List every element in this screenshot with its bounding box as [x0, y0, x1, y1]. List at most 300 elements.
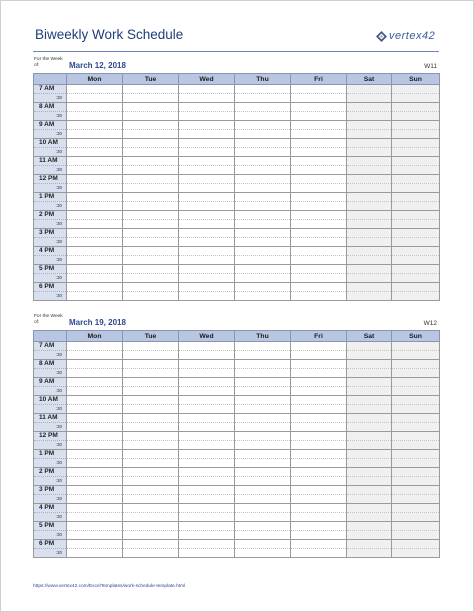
schedule-cell[interactable]	[179, 274, 235, 283]
footer-link[interactable]: https://www.vertex42.com/ExcelTemplates/work-schedule-template.html	[33, 584, 186, 589]
schedule-cell[interactable]	[347, 256, 392, 265]
schedule-cell[interactable]	[235, 441, 291, 450]
schedule-cell[interactable]	[123, 112, 179, 121]
schedule-cell[interactable]	[235, 459, 291, 468]
schedule-cell[interactable]	[347, 103, 392, 112]
schedule-cell[interactable]	[179, 211, 235, 220]
schedule-cell[interactable]	[123, 274, 179, 283]
schedule-cell[interactable]	[235, 531, 291, 540]
schedule-cell[interactable]	[123, 220, 179, 229]
schedule-cell[interactable]	[67, 387, 123, 396]
schedule-cell[interactable]	[347, 121, 392, 130]
schedule-cell[interactable]	[392, 513, 440, 522]
schedule-cell[interactable]	[347, 549, 392, 558]
schedule-cell[interactable]	[291, 405, 347, 414]
schedule-cell[interactable]	[347, 405, 392, 414]
schedule-cell[interactable]	[123, 351, 179, 360]
schedule-cell[interactable]	[392, 112, 440, 121]
schedule-cell[interactable]	[179, 414, 235, 423]
schedule-cell[interactable]	[347, 423, 392, 432]
schedule-cell[interactable]	[347, 369, 392, 378]
schedule-cell[interactable]	[347, 441, 392, 450]
schedule-cell[interactable]	[67, 378, 123, 387]
schedule-cell[interactable]	[123, 175, 179, 184]
schedule-cell[interactable]	[291, 229, 347, 238]
schedule-cell[interactable]	[235, 85, 291, 94]
schedule-cell[interactable]	[392, 265, 440, 274]
schedule-cell[interactable]	[392, 130, 440, 139]
schedule-cell[interactable]	[347, 175, 392, 184]
schedule-cell[interactable]	[347, 522, 392, 531]
schedule-cell[interactable]	[235, 265, 291, 274]
schedule-cell[interactable]	[291, 423, 347, 432]
schedule-cell[interactable]	[123, 396, 179, 405]
schedule-cell[interactable]	[67, 432, 123, 441]
schedule-cell[interactable]	[67, 94, 123, 103]
schedule-cell[interactable]	[392, 256, 440, 265]
schedule-cell[interactable]	[67, 396, 123, 405]
schedule-cell[interactable]	[235, 396, 291, 405]
schedule-cell[interactable]	[123, 405, 179, 414]
schedule-cell[interactable]	[67, 292, 123, 301]
schedule-cell[interactable]	[67, 477, 123, 486]
schedule-cell[interactable]	[392, 504, 440, 513]
schedule-cell[interactable]	[123, 441, 179, 450]
schedule-cell[interactable]	[291, 175, 347, 184]
schedule-cell[interactable]	[179, 229, 235, 238]
schedule-cell[interactable]	[347, 292, 392, 301]
schedule-cell[interactable]	[235, 130, 291, 139]
schedule-cell[interactable]	[291, 360, 347, 369]
schedule-cell[interactable]	[291, 274, 347, 283]
schedule-cell[interactable]	[347, 495, 392, 504]
schedule-cell[interactable]	[392, 441, 440, 450]
schedule-cell[interactable]	[291, 504, 347, 513]
schedule-cell[interactable]	[67, 85, 123, 94]
schedule-cell[interactable]	[179, 531, 235, 540]
schedule-cell[interactable]	[392, 423, 440, 432]
schedule-cell[interactable]	[67, 468, 123, 477]
schedule-cell[interactable]	[392, 360, 440, 369]
schedule-cell[interactable]	[179, 405, 235, 414]
schedule-cell[interactable]	[235, 378, 291, 387]
schedule-cell[interactable]	[291, 495, 347, 504]
schedule-cell[interactable]	[179, 486, 235, 495]
schedule-cell[interactable]	[291, 441, 347, 450]
schedule-cell[interactable]	[392, 540, 440, 549]
schedule-cell[interactable]	[291, 369, 347, 378]
schedule-cell[interactable]	[123, 513, 179, 522]
schedule-cell[interactable]	[235, 387, 291, 396]
schedule-cell[interactable]	[67, 157, 123, 166]
schedule-cell[interactable]	[291, 157, 347, 166]
schedule-cell[interactable]	[235, 94, 291, 103]
schedule-cell[interactable]	[179, 256, 235, 265]
schedule-cell[interactable]	[179, 112, 235, 121]
schedule-cell[interactable]	[291, 432, 347, 441]
schedule-cell[interactable]	[179, 504, 235, 513]
schedule-cell[interactable]	[347, 414, 392, 423]
schedule-cell[interactable]	[235, 112, 291, 121]
schedule-cell[interactable]	[392, 211, 440, 220]
schedule-cell[interactable]	[179, 103, 235, 112]
schedule-cell[interactable]	[123, 130, 179, 139]
schedule-cell[interactable]	[235, 513, 291, 522]
schedule-cell[interactable]	[235, 495, 291, 504]
schedule-cell[interactable]	[235, 369, 291, 378]
schedule-cell[interactable]	[392, 148, 440, 157]
schedule-cell[interactable]	[179, 247, 235, 256]
schedule-cell[interactable]	[291, 184, 347, 193]
schedule-cell[interactable]	[123, 450, 179, 459]
schedule-cell[interactable]	[392, 274, 440, 283]
schedule-cell[interactable]	[392, 396, 440, 405]
schedule-cell[interactable]	[67, 522, 123, 531]
schedule-cell[interactable]	[347, 139, 392, 148]
schedule-cell[interactable]	[179, 459, 235, 468]
schedule-cell[interactable]	[392, 414, 440, 423]
week-start-date[interactable]: March 12, 2018	[69, 61, 126, 70]
schedule-cell[interactable]	[347, 247, 392, 256]
schedule-cell[interactable]	[347, 85, 392, 94]
schedule-cell[interactable]	[67, 360, 123, 369]
schedule-cell[interactable]	[123, 211, 179, 220]
schedule-cell[interactable]	[291, 468, 347, 477]
schedule-cell[interactable]	[123, 369, 179, 378]
schedule-cell[interactable]	[392, 351, 440, 360]
schedule-cell[interactable]	[347, 486, 392, 495]
schedule-cell[interactable]	[179, 522, 235, 531]
schedule-cell[interactable]	[392, 103, 440, 112]
schedule-cell[interactable]	[123, 184, 179, 193]
schedule-cell[interactable]	[392, 378, 440, 387]
schedule-cell[interactable]	[179, 378, 235, 387]
schedule-cell[interactable]	[67, 504, 123, 513]
schedule-cell[interactable]	[392, 220, 440, 229]
schedule-cell[interactable]	[291, 130, 347, 139]
schedule-cell[interactable]	[235, 211, 291, 220]
schedule-cell[interactable]	[347, 157, 392, 166]
schedule-cell[interactable]	[392, 486, 440, 495]
schedule-cell[interactable]	[347, 112, 392, 121]
schedule-cell[interactable]	[291, 211, 347, 220]
schedule-cell[interactable]	[179, 549, 235, 558]
schedule-cell[interactable]	[291, 531, 347, 540]
schedule-cell[interactable]	[392, 247, 440, 256]
schedule-cell[interactable]	[235, 220, 291, 229]
schedule-cell[interactable]	[291, 522, 347, 531]
schedule-cell[interactable]	[235, 468, 291, 477]
schedule-cell[interactable]	[179, 441, 235, 450]
schedule-cell[interactable]	[291, 513, 347, 522]
schedule-cell[interactable]	[392, 369, 440, 378]
schedule-cell[interactable]	[67, 283, 123, 292]
schedule-cell[interactable]	[179, 283, 235, 292]
schedule-cell[interactable]	[179, 477, 235, 486]
schedule-cell[interactable]	[347, 202, 392, 211]
schedule-cell[interactable]	[291, 247, 347, 256]
schedule-cell[interactable]	[347, 540, 392, 549]
schedule-cell[interactable]	[123, 432, 179, 441]
schedule-cell[interactable]	[67, 121, 123, 130]
schedule-cell[interactable]	[235, 342, 291, 351]
schedule-cell[interactable]	[347, 238, 392, 247]
schedule-cell[interactable]	[123, 121, 179, 130]
schedule-cell[interactable]	[235, 238, 291, 247]
schedule-cell[interactable]	[347, 387, 392, 396]
schedule-cell[interactable]	[179, 265, 235, 274]
schedule-cell[interactable]	[235, 148, 291, 157]
schedule-cell[interactable]	[347, 166, 392, 175]
schedule-cell[interactable]	[235, 414, 291, 423]
schedule-cell[interactable]	[123, 522, 179, 531]
schedule-cell[interactable]	[291, 256, 347, 265]
schedule-cell[interactable]	[347, 531, 392, 540]
schedule-cell[interactable]	[235, 139, 291, 148]
schedule-cell[interactable]	[179, 369, 235, 378]
schedule-cell[interactable]	[123, 157, 179, 166]
schedule-cell[interactable]	[67, 459, 123, 468]
schedule-cell[interactable]	[291, 414, 347, 423]
schedule-cell[interactable]	[291, 477, 347, 486]
schedule-cell[interactable]	[67, 265, 123, 274]
schedule-cell[interactable]	[179, 495, 235, 504]
schedule-cell[interactable]	[291, 202, 347, 211]
schedule-cell[interactable]	[347, 351, 392, 360]
schedule-cell[interactable]	[291, 103, 347, 112]
schedule-cell[interactable]	[347, 94, 392, 103]
schedule-cell[interactable]	[179, 292, 235, 301]
schedule-cell[interactable]	[291, 387, 347, 396]
schedule-cell[interactable]	[123, 342, 179, 351]
schedule-cell[interactable]	[392, 139, 440, 148]
schedule-cell[interactable]	[291, 265, 347, 274]
schedule-cell[interactable]	[392, 157, 440, 166]
schedule-cell[interactable]	[179, 130, 235, 139]
schedule-cell[interactable]	[235, 450, 291, 459]
schedule-cell[interactable]	[179, 220, 235, 229]
schedule-cell[interactable]	[235, 274, 291, 283]
schedule-cell[interactable]	[67, 495, 123, 504]
schedule-cell[interactable]	[179, 166, 235, 175]
schedule-cell[interactable]	[67, 247, 123, 256]
schedule-cell[interactable]	[392, 531, 440, 540]
schedule-cell[interactable]	[179, 360, 235, 369]
schedule-cell[interactable]	[67, 256, 123, 265]
schedule-cell[interactable]	[123, 283, 179, 292]
schedule-cell[interactable]	[347, 265, 392, 274]
schedule-cell[interactable]	[291, 378, 347, 387]
schedule-cell[interactable]	[67, 139, 123, 148]
schedule-cell[interactable]	[123, 193, 179, 202]
schedule-cell[interactable]	[347, 396, 392, 405]
schedule-cell[interactable]	[235, 540, 291, 549]
schedule-cell[interactable]	[179, 85, 235, 94]
schedule-cell[interactable]	[291, 121, 347, 130]
schedule-cell[interactable]	[347, 378, 392, 387]
schedule-cell[interactable]	[179, 540, 235, 549]
schedule-cell[interactable]	[235, 405, 291, 414]
schedule-cell[interactable]	[347, 432, 392, 441]
schedule-cell[interactable]	[123, 103, 179, 112]
schedule-cell[interactable]	[347, 274, 392, 283]
schedule-cell[interactable]	[123, 94, 179, 103]
schedule-cell[interactable]	[392, 495, 440, 504]
schedule-cell[interactable]	[347, 504, 392, 513]
schedule-cell[interactable]	[123, 387, 179, 396]
schedule-cell[interactable]	[179, 450, 235, 459]
schedule-cell[interactable]	[67, 184, 123, 193]
schedule-cell[interactable]	[347, 513, 392, 522]
schedule-cell[interactable]	[392, 238, 440, 247]
schedule-cell[interactable]	[235, 351, 291, 360]
schedule-cell[interactable]	[67, 486, 123, 495]
schedule-cell[interactable]	[67, 342, 123, 351]
schedule-cell[interactable]	[123, 531, 179, 540]
schedule-cell[interactable]	[123, 360, 179, 369]
schedule-cell[interactable]	[123, 549, 179, 558]
schedule-cell[interactable]	[123, 378, 179, 387]
schedule-cell[interactable]	[123, 495, 179, 504]
schedule-cell[interactable]	[123, 229, 179, 238]
schedule-cell[interactable]	[235, 175, 291, 184]
schedule-cell[interactable]	[67, 130, 123, 139]
schedule-cell[interactable]	[179, 121, 235, 130]
schedule-cell[interactable]	[123, 459, 179, 468]
schedule-cell[interactable]	[235, 184, 291, 193]
schedule-cell[interactable]	[291, 486, 347, 495]
schedule-cell[interactable]	[123, 540, 179, 549]
schedule-cell[interactable]	[392, 121, 440, 130]
schedule-cell[interactable]	[123, 477, 179, 486]
schedule-cell[interactable]	[291, 148, 347, 157]
schedule-cell[interactable]	[347, 283, 392, 292]
schedule-cell[interactable]	[179, 351, 235, 360]
schedule-cell[interactable]	[67, 549, 123, 558]
schedule-cell[interactable]	[347, 477, 392, 486]
schedule-cell[interactable]	[179, 202, 235, 211]
schedule-cell[interactable]	[235, 247, 291, 256]
schedule-cell[interactable]	[235, 423, 291, 432]
schedule-cell[interactable]	[123, 247, 179, 256]
schedule-cell[interactable]	[235, 193, 291, 202]
schedule-cell[interactable]	[235, 477, 291, 486]
schedule-cell[interactable]	[179, 432, 235, 441]
schedule-cell[interactable]	[179, 175, 235, 184]
schedule-cell[interactable]	[392, 459, 440, 468]
schedule-cell[interactable]	[67, 423, 123, 432]
schedule-cell[interactable]	[291, 112, 347, 121]
schedule-cell[interactable]	[291, 549, 347, 558]
schedule-cell[interactable]	[291, 283, 347, 292]
week-start-date[interactable]: March 19, 2018	[69, 318, 126, 327]
schedule-cell[interactable]	[67, 112, 123, 121]
schedule-cell[interactable]	[392, 184, 440, 193]
schedule-cell[interactable]	[291, 459, 347, 468]
schedule-cell[interactable]	[67, 166, 123, 175]
schedule-cell[interactable]	[179, 468, 235, 477]
schedule-cell[interactable]	[123, 202, 179, 211]
schedule-cell[interactable]	[179, 387, 235, 396]
schedule-cell[interactable]	[291, 193, 347, 202]
schedule-cell[interactable]	[179, 157, 235, 166]
schedule-cell[interactable]	[67, 103, 123, 112]
schedule-cell[interactable]	[123, 486, 179, 495]
schedule-cell[interactable]	[235, 549, 291, 558]
schedule-cell[interactable]	[291, 342, 347, 351]
schedule-cell[interactable]	[392, 432, 440, 441]
schedule-cell[interactable]	[347, 468, 392, 477]
schedule-cell[interactable]	[392, 468, 440, 477]
schedule-cell[interactable]	[392, 202, 440, 211]
schedule-cell[interactable]	[67, 450, 123, 459]
schedule-cell[interactable]	[67, 220, 123, 229]
schedule-cell[interactable]	[67, 405, 123, 414]
schedule-cell[interactable]	[392, 166, 440, 175]
schedule-cell[interactable]	[67, 211, 123, 220]
schedule-cell[interactable]	[291, 94, 347, 103]
schedule-cell[interactable]	[392, 85, 440, 94]
schedule-cell[interactable]	[235, 157, 291, 166]
schedule-cell[interactable]	[123, 414, 179, 423]
schedule-cell[interactable]	[235, 166, 291, 175]
schedule-cell[interactable]	[291, 292, 347, 301]
schedule-cell[interactable]	[235, 522, 291, 531]
schedule-cell[interactable]	[67, 414, 123, 423]
schedule-cell[interactable]	[235, 283, 291, 292]
schedule-cell[interactable]	[67, 351, 123, 360]
schedule-cell[interactable]	[123, 85, 179, 94]
schedule-cell[interactable]	[392, 549, 440, 558]
schedule-cell[interactable]	[392, 94, 440, 103]
schedule-cell[interactable]	[179, 513, 235, 522]
schedule-cell[interactable]	[179, 423, 235, 432]
schedule-cell[interactable]	[179, 148, 235, 157]
schedule-cell[interactable]	[67, 175, 123, 184]
schedule-cell[interactable]	[235, 486, 291, 495]
schedule-cell[interactable]	[347, 459, 392, 468]
schedule-cell[interactable]	[291, 396, 347, 405]
schedule-cell[interactable]	[291, 238, 347, 247]
schedule-cell[interactable]	[235, 360, 291, 369]
schedule-cell[interactable]	[291, 450, 347, 459]
schedule-cell[interactable]	[179, 184, 235, 193]
schedule-cell[interactable]	[123, 166, 179, 175]
schedule-cell[interactable]	[347, 193, 392, 202]
schedule-cell[interactable]	[179, 396, 235, 405]
schedule-cell[interactable]	[67, 202, 123, 211]
schedule-cell[interactable]	[392, 405, 440, 414]
schedule-cell[interactable]	[392, 193, 440, 202]
schedule-cell[interactable]	[67, 441, 123, 450]
schedule-cell[interactable]	[179, 342, 235, 351]
schedule-cell[interactable]	[123, 148, 179, 157]
schedule-cell[interactable]	[123, 423, 179, 432]
schedule-cell[interactable]	[347, 184, 392, 193]
schedule-cell[interactable]	[291, 540, 347, 549]
schedule-cell[interactable]	[291, 351, 347, 360]
schedule-cell[interactable]	[67, 148, 123, 157]
schedule-cell[interactable]	[347, 148, 392, 157]
schedule-cell[interactable]	[123, 468, 179, 477]
schedule-cell[interactable]	[235, 121, 291, 130]
schedule-cell[interactable]	[347, 211, 392, 220]
schedule-cell[interactable]	[392, 387, 440, 396]
schedule-cell[interactable]	[67, 369, 123, 378]
schedule-cell[interactable]	[392, 522, 440, 531]
schedule-cell[interactable]	[67, 229, 123, 238]
schedule-cell[interactable]	[67, 274, 123, 283]
